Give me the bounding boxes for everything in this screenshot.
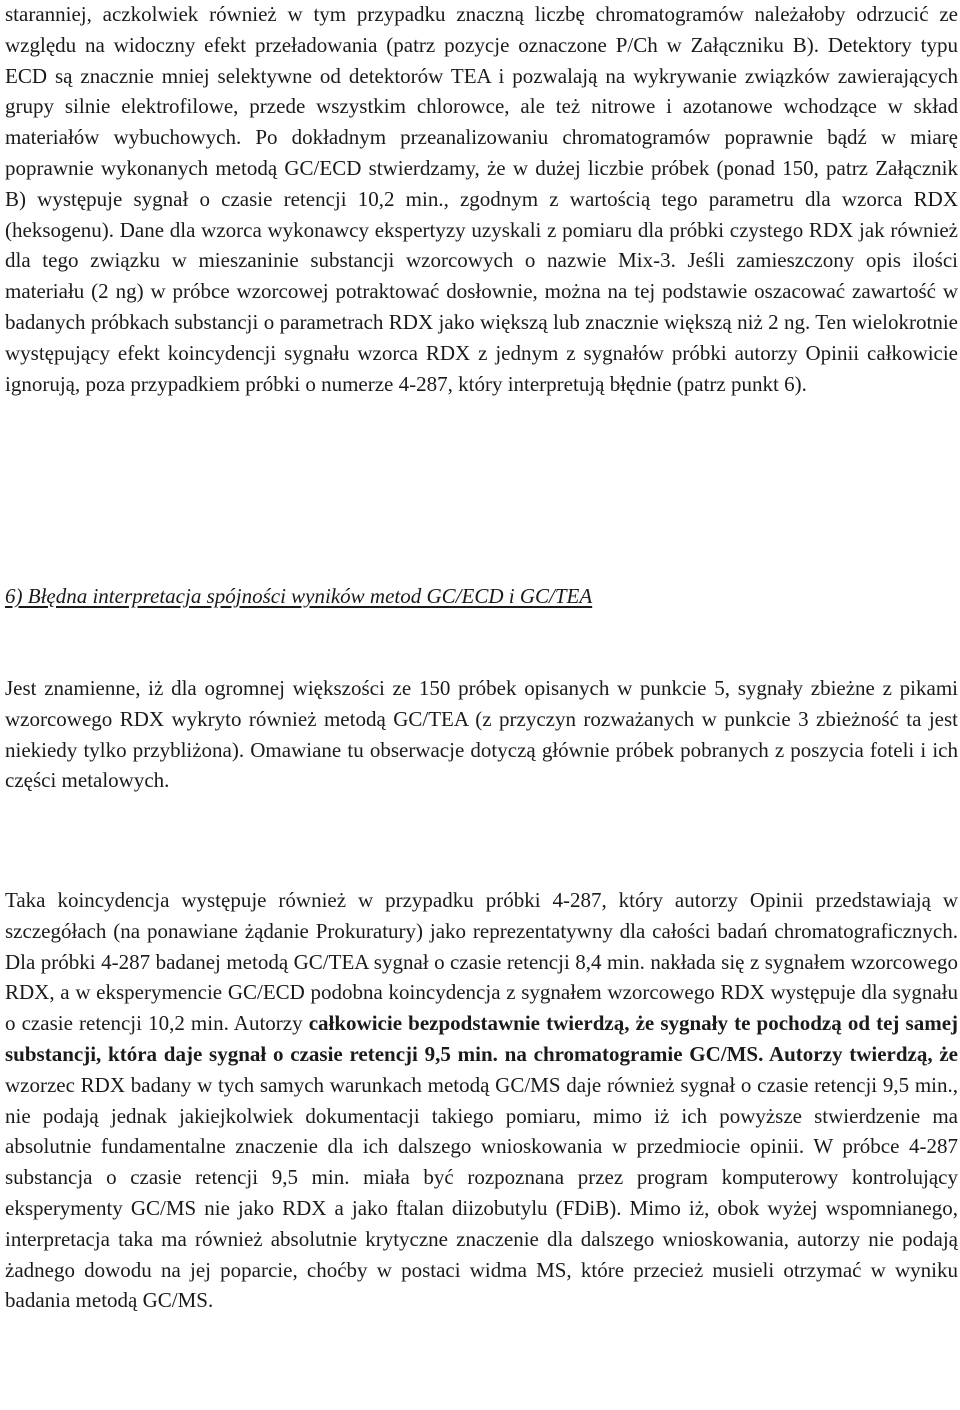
bold-emphasis: całkowicie bezpodstawnie twierdzą, że sygnały te pochodzą od tej samej substancji, która daje sygnał o czasie retencji 9,5 min. na chromatogramie GC/MS. Autorzy twierdzą, że: [5, 1011, 959, 1066]
paragraph-ecd-detectors: staranniej, aczkolwiek również w tym przypadku znaczną liczbę chromatogramów należałoby odrzucić ze względu na widoczny efekt przeładowania (patrz pozycje oznaczone P/Ch w Załączniku B). Detektory typu ECD są znacznie mniej selektywne od detektorów TEA i pozwalają na wykrywanie związków zawierających grupy silnie elektrofilowe, przede wszystkim chlorowce, ale też nitrowe i azotanowe wchodzące w skład materiałów wybuchowych. Po dokładnym przeanalizowaniu chromatogramów poprawnie bądź w miarę poprawnie wykonanych metodą GC/ECD stwierdzamy, że w dużej liczbie próbek (ponad 150, patrz Załącznik B) występuje sygnał o czasie retencji 10,2 min., zgodnym z wartością tego parametru dla wzorca RDX (heksogenu). Dane dla wzorca wykonawcy ekspertyzy uzyskali z pomiaru dla próbki czystego RDX jak również dla tego związku w mieszaninie substancji wzorcowych o nazwie Mix-3. Jeśli zamieszczony opis ilości materiału (2 ng) w próbce wzorcowej potraktować dosłownie, można na tej podstawie oszacować zawartość w badanych próbkach substancji o parametrach RDX jako większą lub znacznie większą niż 2 ng. Ten wielokrotnie występujący efekt koincydencji sygnału wzorca RDX z jednym z sygnałów próbki autorzy Opinii całkowicie ignorują, poza przypadkiem próbki o numerze 4-287, który interpretują błędnie (patrz punkt 6).: [5, 2, 958, 396]
paragraph-sample-4-287: [5, 885, 958, 1316]
section-heading: 6) Błędna interpretacja spójności wyników metod GC/ECD i GC/TEA: [5, 584, 593, 608]
paragraph-text: Taka koincydencja występuje również w przypadku próbki 4-287, który autorzy Opinii przedstawiają w szczegółach (na ponawiane żądanie Prokuratury) jako reprezentatywny dla całości badań chromatograficznych. Dla próbki 4-287 badanej metodą GC/TEA sygnał o czasie retencji 8,4 min. nakłada się z sygnałem wzorcowego RDX, a w eksperymencie GC/ECD podobna koincydencja z sygnałem wzorcowego RDX występuje dla sygnału o czasie retencji 10,2 min. Autorzy: [5, 888, 958, 1036]
paragraph-coincidence-tea: Jest znamienne, iż dla ogromnej większości ze 150 próbek opisanych w punkcie 5, sygnały zbieżne z pikami wzorcowego RDX wykryto również metodą GC/TEA (z przyczyn rozważanych w punkcie 3 zbieżność ta jest niekiedy tylko przybliżona). Omawiane tu obserwacje dotyczą głównie próbek pobranych z poszycia foteli i ich części metalowych.: [5, 676, 958, 793]
paragraph-text: wzorzec RDX badany w tych samych warunkach metodą GC/MS daje również sygnał o czasie retencji 9,5 min., nie podają jednak jakiejkolwiek dokumentacji takiego pomiaru, mimo iż ich powyższe stwierdzenie ma absolutnie fundamentalne znaczenie dla ich dalszego wnioskowania w przedmiocie opinii. W próbce 4-287 substancja o czasie retencji 9,5 min. miała być rozpoznana przez program komputerowy kontrolujący eksperymenty GC/MS nie jako RDX a jako ftalan diizobutylu (FDiB). Mimo iż, obok wyżej wspomnianego, interpretacja taka ma również absolutnie krytyczne znaczenie dla dalszego wnioskowania, autorzy nie podają żadnego dowodu na jej poparcie, choćby w postaci widma MS, które przecież musieli otrzymać w wyniku badania metodą GC/MS.: [5, 1072, 958, 1313]
